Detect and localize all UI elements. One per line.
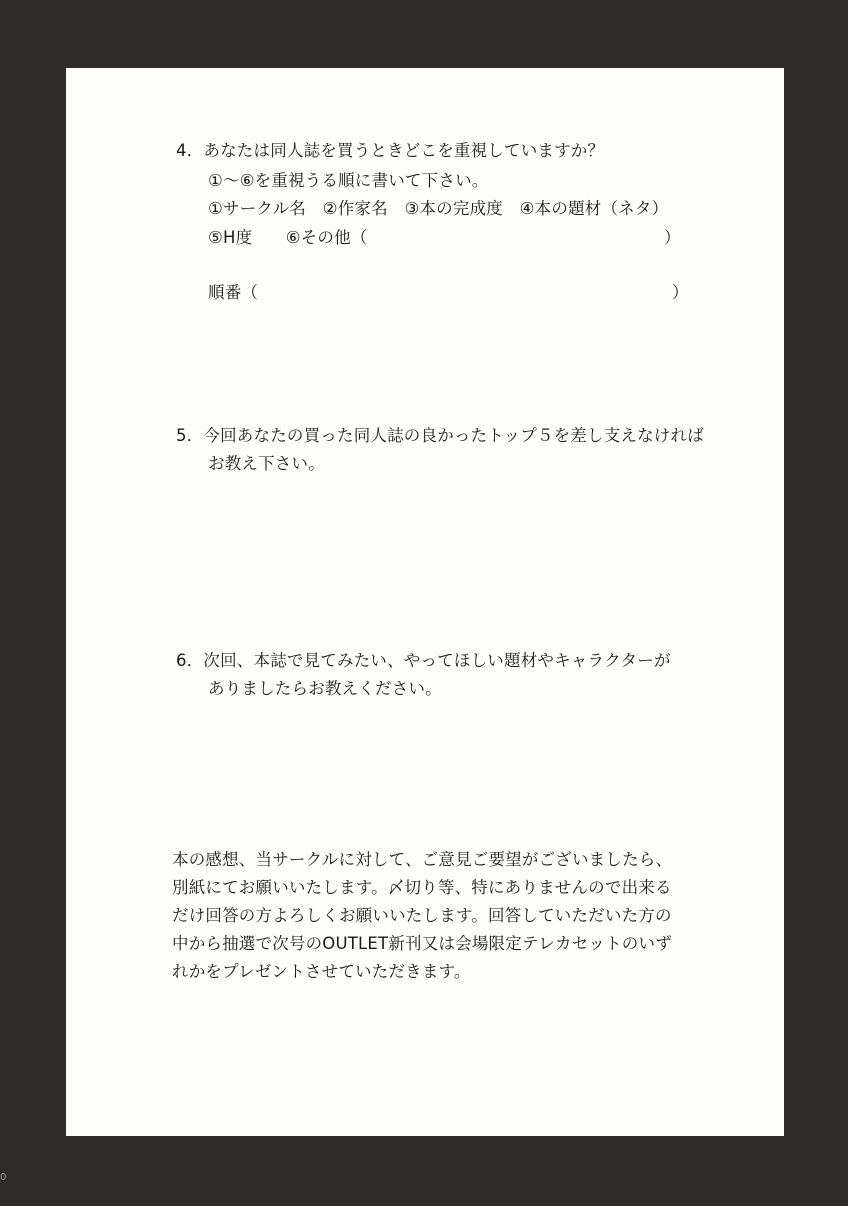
closing-line3: だけ回答の方よろしくお願いいたします。回答していただいた方の xyxy=(172,906,672,925)
closing-line5: れかをプレゼントさせていただきます。 xyxy=(172,962,471,981)
q4-options-line1: ①サークル名 ②作家名 ③本の完成度 ④本の題材（ネタ） xyxy=(208,199,669,218)
q4-other-close-paren: ） xyxy=(664,228,681,247)
q5-line1: 5．今回あなたの買った同人誌の良かったトップ５を差し支えなければ xyxy=(176,426,704,445)
q6-line1: 6．次回、本誌で見てみたい、やってほしい題材やキャラクターが xyxy=(176,651,671,670)
q4-order-label: 順番（ xyxy=(208,283,259,302)
page-number: 0 xyxy=(0,1172,7,1183)
q6-line2: ありましたらお教えください。 xyxy=(208,679,442,698)
q5-line2: お教え下さい。 xyxy=(208,454,325,473)
closing-line4: 中から抽選で次号のOUTLET新刊又は会場限定テレカセットのいず xyxy=(172,934,672,953)
q4-order-close-paren: ） xyxy=(672,283,689,302)
document-page xyxy=(66,68,784,1136)
closing-line1: 本の感想、当サークルに対して、ご意見ご要望がございましたら、 xyxy=(172,850,673,869)
closing-line2: 別紙にてお願いいたします。〆切り等、特にありませんので出来る xyxy=(172,878,672,897)
q4-options-line2: ⑤H度 ⑥その他（ xyxy=(208,228,368,247)
q4-instruction: ①～⑥を重視うる順に書いて下さい。 xyxy=(208,171,489,190)
q4-question: 4．あなたは同人誌を買うときどこを重視していますか？ xyxy=(176,141,605,160)
